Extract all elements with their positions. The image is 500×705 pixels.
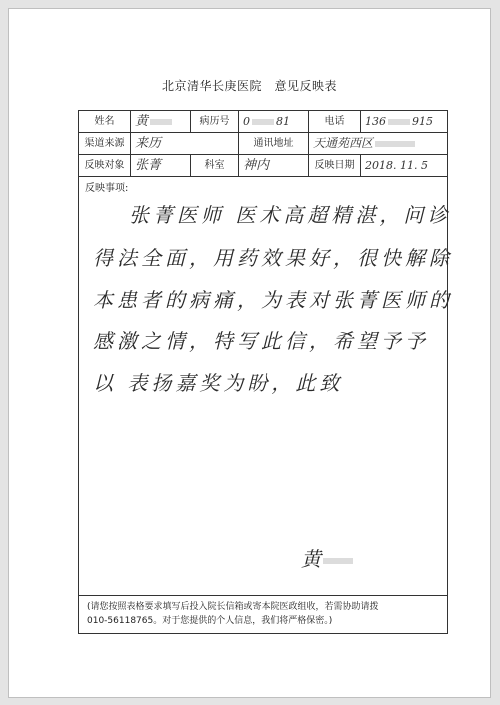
source-label: 渠道来源	[79, 133, 131, 154]
address-label: 通讯地址	[239, 133, 309, 154]
address-text: 天通苑西区	[313, 136, 374, 150]
source-value: 来历	[131, 133, 239, 154]
target-label: 反映对象	[79, 155, 131, 176]
phone-label: 电话	[309, 111, 361, 132]
redaction-mark	[388, 119, 410, 125]
redaction-mark	[375, 141, 415, 147]
redaction-mark	[252, 119, 274, 125]
name-label: 姓名	[79, 111, 131, 132]
form-table	[78, 110, 453, 634]
feedback-line: 张菁医师 医术高超精湛，问诊	[129, 203, 452, 227]
feedback-label: 反映事项:	[85, 183, 129, 194]
notice-line-1: (请您按照表格要求填写后投入院长信箱或寄本院医政组收，若需协助请拨	[87, 602, 379, 612]
target-value: 张菁	[131, 155, 191, 176]
record-value-end: 81	[276, 115, 290, 128]
phone-value-start: 136	[365, 115, 386, 128]
dept-label: 科室	[191, 155, 239, 176]
feedback-form-page	[8, 8, 491, 698]
name-text: 黄	[135, 114, 149, 129]
phone-value-end: 915	[412, 115, 433, 128]
feedback-line: 得法全面，用药效果好，很快解除	[93, 246, 453, 270]
row-name	[79, 111, 447, 133]
record-value	[239, 111, 309, 132]
name-value	[131, 111, 191, 132]
notice-line-2: 010-56118765。对于您提供的个人信息，我们将严格保密。)	[87, 616, 333, 626]
row-source	[79, 133, 447, 155]
phone-value	[361, 111, 449, 132]
feedback-line: 本患者的病痛，为表对张菁医师的	[93, 288, 453, 312]
dept-value: 神内	[239, 155, 309, 176]
signature-text: 黄	[301, 547, 321, 571]
row-target	[79, 155, 447, 177]
feedback-line: 以 表扬嘉奖为盼，此致	[93, 371, 344, 395]
form-title: 北京清华长庚医院 意见反映表	[161, 79, 337, 93]
redaction-mark	[323, 558, 353, 564]
signature	[301, 543, 355, 572]
date-label: 反映日期	[309, 155, 361, 176]
redaction-mark	[150, 119, 172, 125]
feedback-line: 感激之情，特写此信，希望予予	[93, 329, 429, 353]
notice	[79, 595, 447, 635]
record-label: 病历号	[191, 111, 239, 132]
address-value	[309, 133, 449, 154]
date-value: 2018. 11. 5	[365, 159, 428, 172]
record-value-start: 0	[243, 115, 250, 128]
